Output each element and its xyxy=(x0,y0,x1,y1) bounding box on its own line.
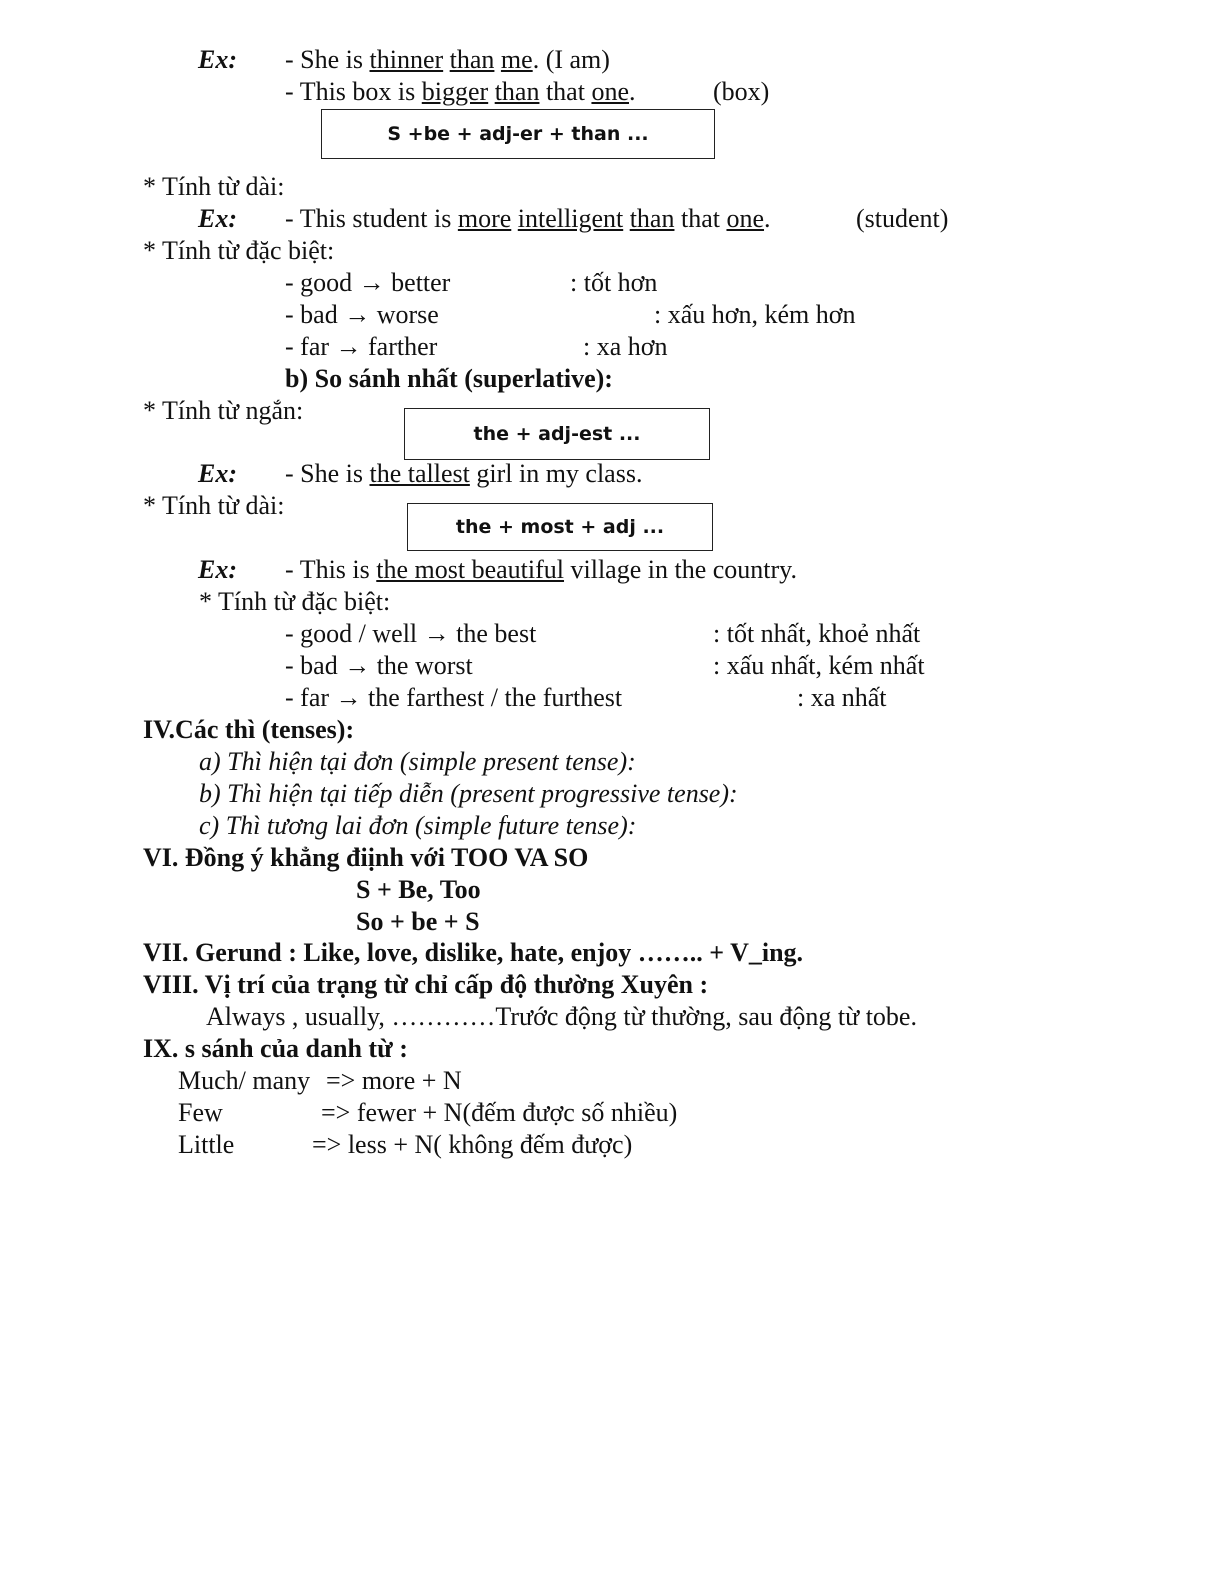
underlined-word: one xyxy=(726,204,765,233)
special-meaning: : tốt hơn xyxy=(570,268,658,297)
section-heading-gerund: VII. Gerund : Like, love, dislike, hate, enjoy …….. + V_ing. xyxy=(143,938,804,967)
special-meaning: : xấu nhất, kém nhất xyxy=(713,651,925,680)
underlined-word: thinner xyxy=(369,45,444,74)
underlined-phrase: the most beautiful xyxy=(376,555,565,584)
example-text: . xyxy=(764,204,771,233)
special-form: - good → better xyxy=(285,268,451,297)
noun-rule: => fewer + N(đếm được số nhiều) xyxy=(321,1098,678,1127)
special-form: - far → farther xyxy=(285,332,438,361)
formula-box-comparative: S +be + adj-er + than ... xyxy=(321,109,715,159)
special-form: - far → the farthest / the furthest xyxy=(285,683,623,712)
special-meaning: : xấu hơn, kém hơn xyxy=(654,300,856,329)
example-note: (box) xyxy=(713,77,770,106)
section-heading-tenses: IV.Các thì (tenses): xyxy=(143,715,355,744)
section-heading-long-adjectives: * Tính từ dài: xyxy=(143,172,285,201)
example-text: . (I am) xyxy=(532,45,610,74)
example-text: - She is xyxy=(285,45,370,74)
underlined-word: bigger xyxy=(421,77,489,106)
adverbs-text: Always , usually, …………Trước động từ thường, sau động từ tobe. xyxy=(206,1002,917,1031)
tense-item: b) Thì hiện tại tiếp diễn (present progressive tense): xyxy=(199,779,738,808)
section-heading-nouns: IX. s sánh của danh từ : xyxy=(143,1034,408,1063)
underlined-word: me xyxy=(500,45,533,74)
example-text: girl in my class. xyxy=(469,459,643,488)
section-heading-adverbs: VIII. Vị trí của trạng từ chỉ cấp độ thường Xuyên : xyxy=(143,970,709,999)
noun-word: Much/ many xyxy=(178,1066,311,1095)
noun-rule: => less + N( không đếm được) xyxy=(312,1130,633,1159)
formula-box-superlative-long: the + most + adj ... xyxy=(407,503,713,551)
underlined-phrase: the tallest xyxy=(369,459,470,488)
example-sentence-long xyxy=(285,204,771,234)
underlined-word: than xyxy=(629,204,675,233)
section-heading-special-superlative: * Tính từ đặc biệt: xyxy=(199,587,391,616)
section-heading-short-adjectives: * Tính từ ngắn: xyxy=(143,396,304,425)
example-sentence-superlative-short xyxy=(285,459,642,489)
example-text: - This box is xyxy=(285,77,422,106)
agreement-formula: S + Be, Too xyxy=(356,875,481,904)
example-sentence-2 xyxy=(285,77,636,107)
section-heading-agreement: VI. Đồng ý khẳng điịnh với TOO VA SO xyxy=(143,843,589,872)
tense-item: a) Thì hiện tại đơn (simple present tense): xyxy=(199,747,636,776)
underlined-word: than xyxy=(449,45,495,74)
underlined-word: intelligent xyxy=(517,204,624,233)
example-label: Ex: xyxy=(198,204,237,233)
example-label: Ex: xyxy=(198,459,237,488)
noun-word: Few xyxy=(178,1098,223,1127)
example-note: (student) xyxy=(856,204,949,233)
example-text: that xyxy=(539,77,592,106)
special-form: - good / well → the best xyxy=(285,619,537,648)
formula-box-superlative-short: the + adj-est ... xyxy=(404,408,710,460)
agreement-formula: So + be + S xyxy=(356,907,480,936)
underlined-word: more xyxy=(457,204,512,233)
special-meaning: : tốt nhất, khoẻ nhất xyxy=(713,619,921,648)
special-meaning: : xa nhất xyxy=(797,683,887,712)
special-form: - bad → worse xyxy=(285,300,439,329)
example-text: . xyxy=(629,77,636,106)
section-heading-special-adjectives: * Tính từ đặc biệt: xyxy=(143,236,335,265)
example-text: - She is xyxy=(285,459,370,488)
example-label: Ex: xyxy=(198,45,237,74)
example-text: - This is xyxy=(285,555,377,584)
example-text: - This student is xyxy=(285,204,458,233)
example-sentence-superlative-long xyxy=(285,555,797,585)
example-label: Ex: xyxy=(198,555,237,584)
example-text: that xyxy=(674,204,727,233)
example-sentence-1 xyxy=(285,45,610,75)
noun-rule: => more + N xyxy=(326,1066,462,1095)
section-heading-long-adjectives: * Tính từ dài: xyxy=(143,491,285,520)
special-meaning: : xa hơn xyxy=(583,332,668,361)
tense-item: c) Thì tương lai đơn (simple future tense): xyxy=(199,811,637,840)
underlined-word: than xyxy=(494,77,540,106)
section-heading-superlative: b) So sánh nhất (superlative): xyxy=(285,364,613,393)
underlined-word: one xyxy=(591,77,629,106)
noun-word: Little xyxy=(178,1130,235,1159)
example-text: village in the country. xyxy=(564,555,797,584)
special-form: - bad → the worst xyxy=(285,651,473,680)
